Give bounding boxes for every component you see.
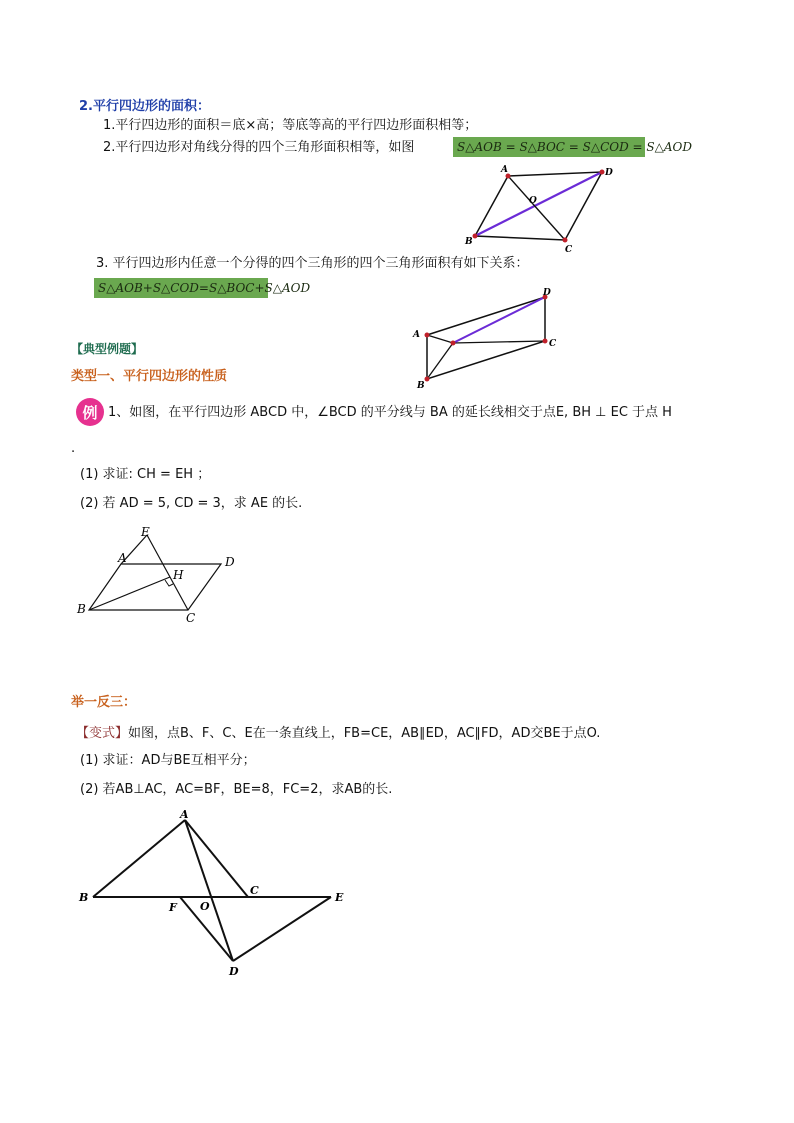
- vertex-label-c2: C: [549, 339, 557, 349]
- label-b4: B: [79, 891, 89, 904]
- example1-dot: .: [71, 441, 76, 456]
- label-h: H: [173, 568, 184, 582]
- type1-title: 类型一、平行四边形的性质: [71, 369, 228, 384]
- practice-title: 举一反三：: [71, 695, 137, 710]
- vertex-label-d2: D: [543, 288, 551, 298]
- label-f4: F: [169, 901, 177, 914]
- variant-question-1: (1) 求证：AD与BE互相平分；: [80, 753, 256, 768]
- label-e4: E: [335, 891, 344, 904]
- parallelogram-abcd: [89, 564, 221, 610]
- vertex-label-c: C: [565, 245, 573, 255]
- label-c: C: [186, 611, 196, 625]
- center-label-o: O: [529, 196, 537, 206]
- variant-problem: [76, 725, 600, 743]
- vertex-label-b2: B: [417, 381, 425, 391]
- example1-figure: [74, 525, 244, 625]
- vertex-label-a: A: [501, 165, 508, 175]
- label-a: A: [118, 551, 127, 565]
- line-ab: [93, 820, 185, 897]
- variant-tag: 【变式】: [76, 726, 129, 741]
- parallelogram-interior-point-figure: [408, 285, 568, 391]
- label-d: D: [225, 555, 235, 569]
- examples-header: 【典型例题】: [71, 342, 144, 356]
- label-a4: A: [180, 808, 189, 821]
- example1-question-2: (2) 若 AD = 5, CD = 3，求 AE 的长.: [80, 496, 303, 511]
- diagonal-ac: [508, 176, 565, 240]
- variant-question-2: (2) 若AB⊥AC，AC=BF，BE=8，FC=2，求AB的长.: [80, 782, 393, 797]
- label-e: E: [141, 525, 150, 539]
- parallelogram-outline-2: [427, 297, 545, 379]
- line-ad: [185, 820, 233, 961]
- example1-stem: 1、如图，在平行四边形 ABCD 中，∠BCD 的平分线与 BA 的延长线相交于点E, BH ⊥ EC 于点 H: [108, 405, 672, 420]
- area-rule-3: 3. 平行四边形内任意一个分得的四个三角形的四个三角形面积有如下关系：: [96, 256, 529, 271]
- label-o4: O: [200, 900, 210, 913]
- label-d4: D: [229, 965, 239, 978]
- label-c4: C: [250, 884, 259, 897]
- segment-od: [453, 297, 545, 343]
- example1-question-1: (1) 求证: CH = EH ；: [80, 467, 211, 482]
- area-formula-1: S△AOB = S△BOC = S△COD = S△AOD: [453, 137, 645, 157]
- variant-figure: [74, 808, 354, 978]
- vertex-label-b: B: [465, 237, 473, 247]
- vertex-label-a2: A: [413, 330, 420, 340]
- example-badge: 例: [76, 398, 104, 426]
- parallelogram-diagonals-figure: [455, 160, 625, 255]
- area-rule-1: 1.平行四边形的面积＝底×高；等底等高的平行四边形面积相等；: [103, 118, 478, 133]
- line-ac: [185, 820, 248, 897]
- line-ed: [233, 897, 331, 961]
- variant-stem: 如图，点B、F、C、E在一条直线上，FB=CE，AB∥ED，AC∥FD，AD交BE于点O.: [128, 726, 601, 741]
- diagonal-bd: [475, 172, 602, 236]
- section-title: 2.平行四边形的面积：: [79, 99, 210, 114]
- vertex-label-d: D: [605, 168, 613, 178]
- area-formula-2: S△AOB+S△COD=S△BOC+S△AOD: [94, 278, 268, 298]
- label-b: B: [77, 602, 86, 616]
- area-rule-2: 2.平行四边形对角线分得的四个三角形面积相等，如图: [103, 140, 415, 155]
